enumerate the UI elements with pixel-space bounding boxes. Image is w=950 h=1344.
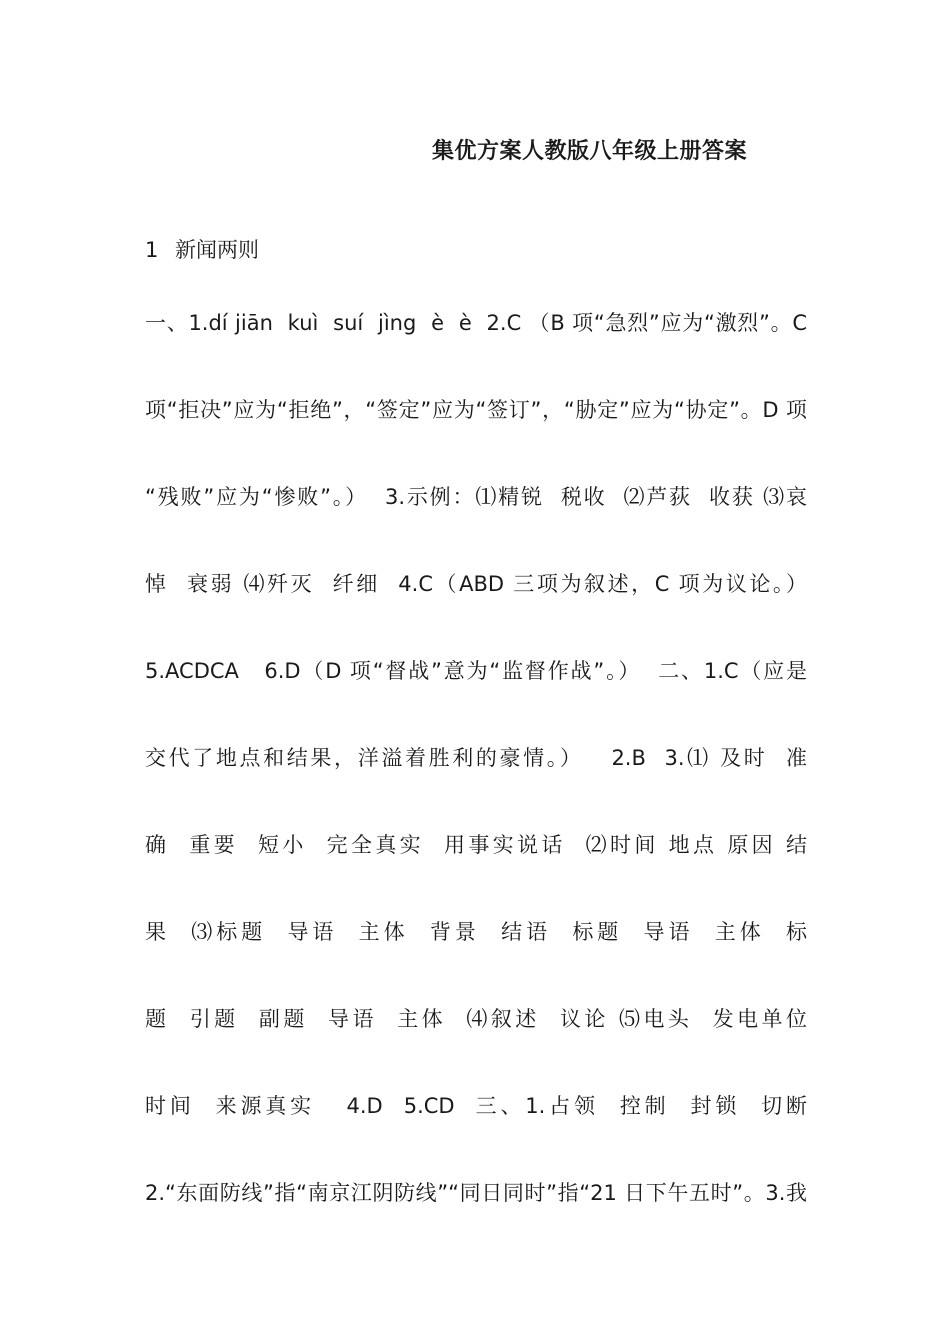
- answer-line: 项“拒决”应为“拒绝”，“签定”应为“签订”，“胁定”应为“协定”。D 项: [145, 398, 807, 422]
- answer-line: 果 ⑶标题 导语 主体 背景 结语 标题 导语 主体 标: [145, 920, 807, 944]
- answer-line: 交代了地点和结果，洋溢着胜利的豪情。） 2.B 3.⑴ 及时 准: [145, 746, 807, 770]
- answer-line: 时间 来源真实 4.D 5.CD 三、1.占领 控制 封锁 切断: [145, 1094, 807, 1118]
- answer-line: 2.“东面防线”指“南京江阴防线”“同日同时”指“21 日下午五时”。3.我: [145, 1181, 807, 1205]
- answer-line: 悼 衰弱 ⑷歼灭 纤细 4.C（ABD 三项为叙述，C 项为议论。）: [145, 572, 807, 596]
- answer-line: 题 引题 副题 导语 主体 ⑷叙述 议论 ⑸电头 发电单位: [145, 1007, 807, 1031]
- section-name: 新闻两则: [175, 238, 259, 262]
- section-heading: [145, 234, 259, 264]
- answer-line: 一、1.dí jiān kuì suí jìng è è 2.C （B 项“急烈”应为“激烈”。C: [145, 311, 807, 335]
- document-title: 集优方案人教版八年级上册答案: [432, 139, 748, 164]
- answer-line: 确 重要 短小 完全真实 用事实说话 ⑵时间 地点 原因 结: [145, 833, 807, 857]
- answer-line: “残败”应为“惨败”。） 3.示例：⑴精锐 税收 ⑵芦荻 收获 ⑶哀: [145, 485, 807, 509]
- section-number: 1: [145, 238, 159, 262]
- answer-line: 5.ACDCA 6.D（D 项“督战”意为“监督作战”。） 二、1.C（应是: [145, 659, 807, 683]
